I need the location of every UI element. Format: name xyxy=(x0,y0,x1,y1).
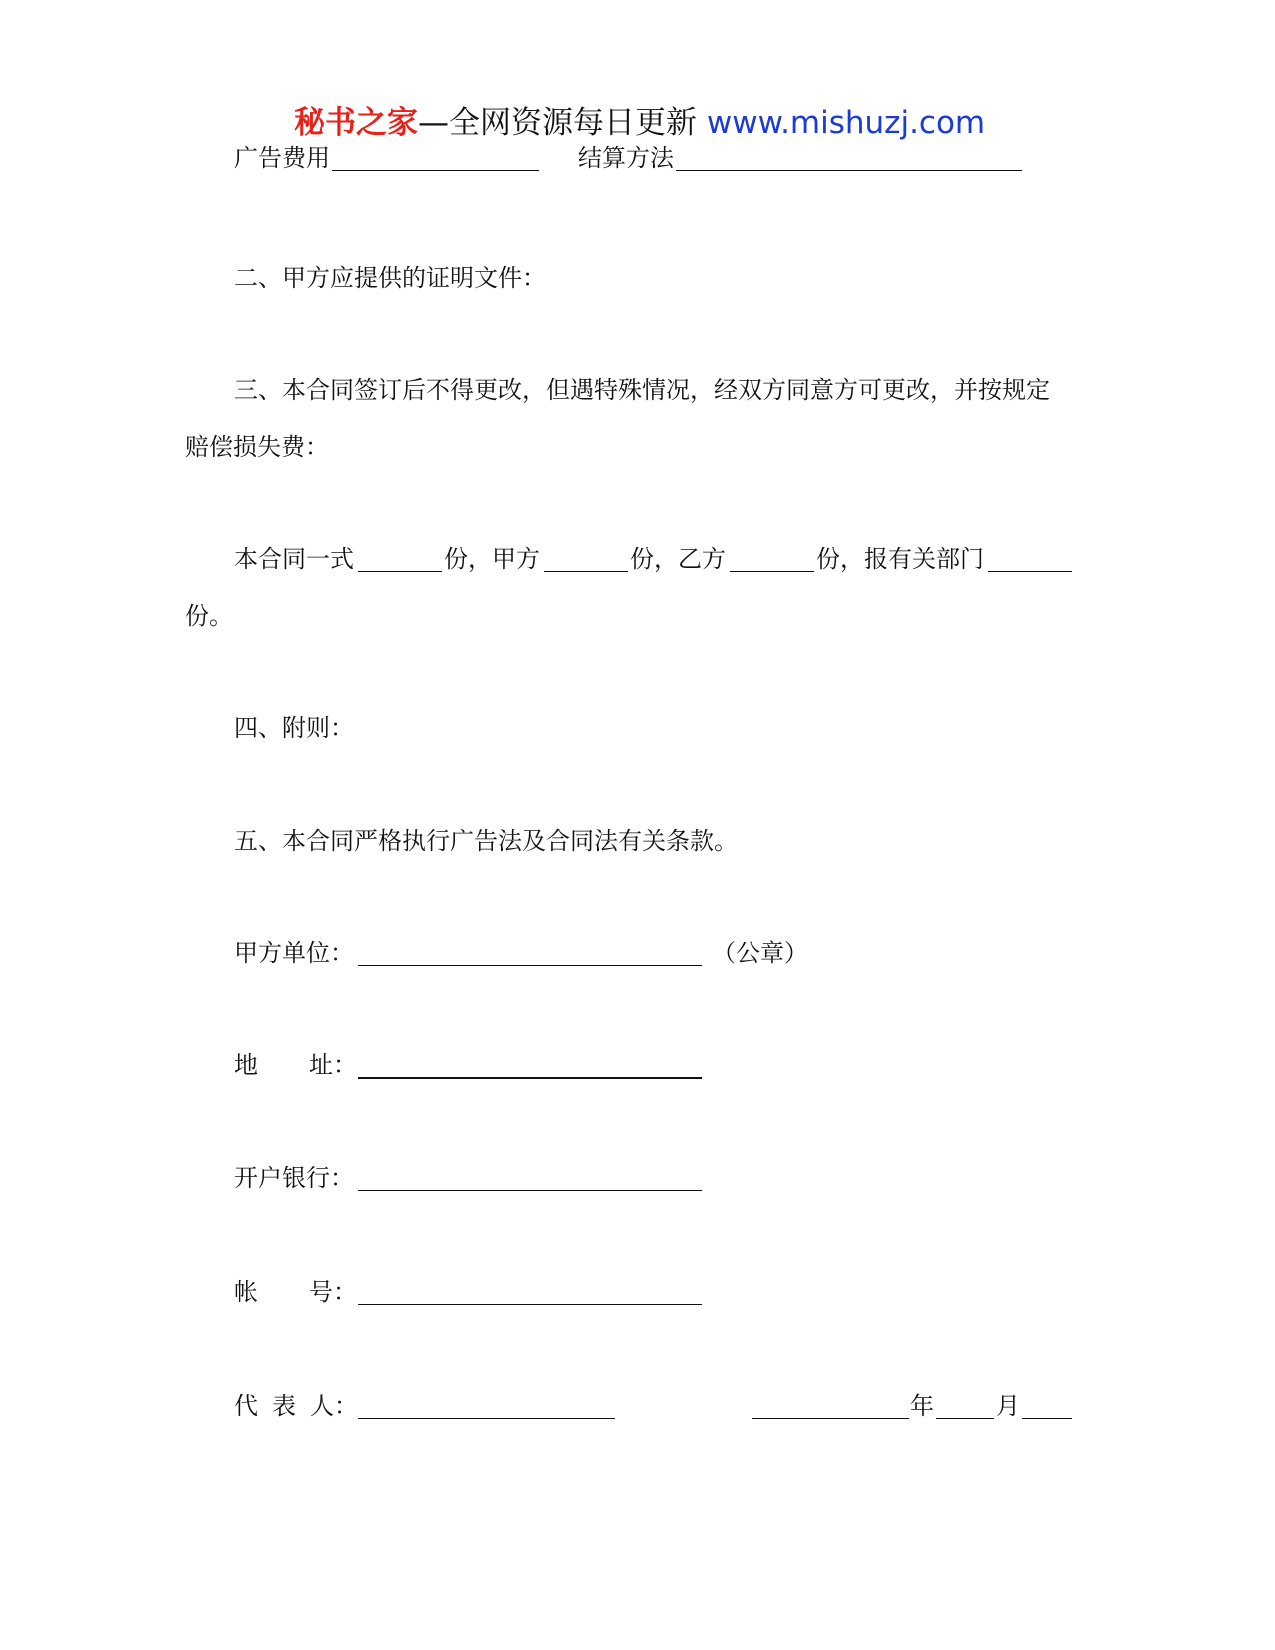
address-label-char-1: 地 xyxy=(234,1051,258,1079)
ad-fee-blank[interactable] xyxy=(332,170,539,171)
settlement-blank[interactable] xyxy=(676,170,1022,171)
copies-text-1: 本合同一式 xyxy=(234,545,354,573)
settlement-label: 结算方法 xyxy=(578,144,674,172)
ad-fee-label: 广告费用 xyxy=(234,144,330,172)
copies-department-blank[interactable] xyxy=(988,571,1072,572)
address-label-char-2: 址： xyxy=(309,1051,357,1079)
copies-party-a-blank[interactable] xyxy=(544,571,628,572)
section-3-line-2: 赔偿损失费： xyxy=(185,433,329,461)
copies-text-2: 份，甲方 xyxy=(444,545,540,573)
bank-label: 开户银行： xyxy=(234,1164,354,1192)
account-label-char-2: 号： xyxy=(309,1278,357,1306)
date-day-blank[interactable] xyxy=(1022,1418,1072,1419)
site-slogan: —全网资源每日更新 xyxy=(418,105,707,141)
date-month-label: 月 xyxy=(996,1392,1020,1420)
section-3-line-1: 三、本合同签订后不得更改，但遇特殊情况，经双方同意方可更改，并按规定 xyxy=(234,376,1050,404)
seal-label: （公章） xyxy=(712,939,808,967)
section-5: 五、本合同严格执行广告法及合同法有关条款。 xyxy=(234,827,738,855)
section-4: 四、附则： xyxy=(234,714,354,742)
account-blank[interactable] xyxy=(358,1304,702,1305)
party-a-blank[interactable] xyxy=(358,965,702,966)
date-year-label: 年 xyxy=(910,1392,934,1420)
date-month-blank[interactable] xyxy=(936,1418,994,1419)
party-a-label: 甲方单位： xyxy=(234,939,354,967)
copies-text-3: 份，乙方 xyxy=(630,545,726,573)
date-year-blank[interactable] xyxy=(752,1418,909,1419)
address-blank[interactable] xyxy=(358,1077,702,1079)
rep-label-char-1: 代 xyxy=(234,1392,258,1420)
site-brand: 秘书之家 xyxy=(294,105,418,141)
copies-party-b-blank[interactable] xyxy=(730,571,814,572)
site-header xyxy=(294,103,985,143)
site-url[interactable]: www.mishuzj.com xyxy=(706,105,986,141)
rep-label-char-3: 人： xyxy=(310,1392,358,1420)
rep-label-char-2: 表 xyxy=(272,1392,296,1420)
section-2: 二、甲方应提供的证明文件： xyxy=(234,264,546,292)
bank-blank[interactable] xyxy=(358,1190,702,1191)
copies-text-4: 份，报有关部门 xyxy=(816,545,984,573)
copies-total-blank[interactable] xyxy=(358,571,442,572)
rep-blank[interactable] xyxy=(358,1418,615,1419)
account-label-char-1: 帐 xyxy=(234,1278,258,1306)
copies-text-5: 份。 xyxy=(185,602,233,630)
